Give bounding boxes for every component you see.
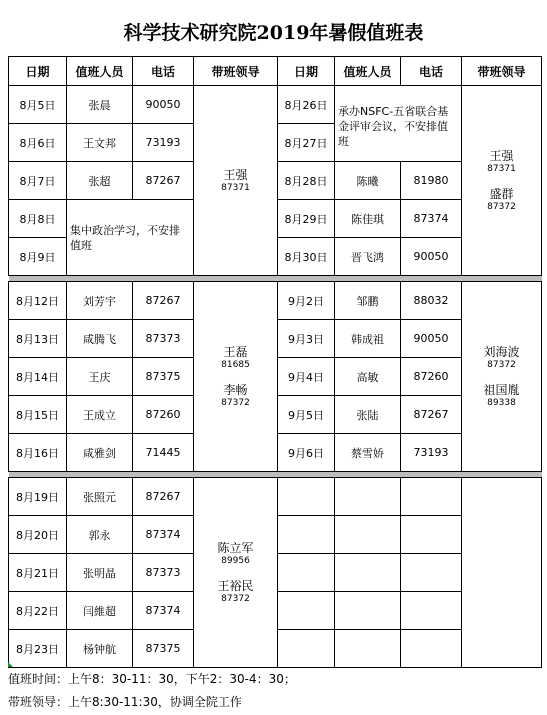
empty-cell	[401, 478, 462, 516]
table-row	[9, 86, 542, 124]
person-cell: 王庆	[67, 358, 133, 396]
person-cell: 杨钟航	[67, 630, 133, 668]
person-cell: 陈佳琪	[335, 200, 401, 238]
phone-cell: 73193	[133, 124, 194, 162]
phone-cell: 81980	[401, 162, 462, 200]
empty-cell	[401, 516, 462, 554]
footer-leader-time: 带班领导：上午8:30-11:30，协调全院工作	[8, 695, 242, 709]
page-title: 科学技术研究院2019年暑假值班表	[123, 22, 424, 44]
date-cell: 8月19日	[9, 478, 67, 516]
leader-name: 盛群	[489, 186, 514, 201]
header-person-left: 值班人员	[67, 57, 133, 86]
date-cell: 8月26日	[278, 86, 335, 124]
phone-cell: 87374	[133, 592, 194, 630]
leader-name: 祖国胤	[483, 382, 520, 397]
header-leader-right: 带班领导	[462, 57, 542, 86]
person-cell: 张明晶	[67, 554, 133, 592]
empty-cell	[278, 630, 335, 668]
person-cell: 张陆	[335, 396, 401, 434]
phone-cell: 90050	[401, 320, 462, 358]
header-row	[9, 57, 542, 86]
footer-duty-time: 值班时间：上午8：30-11：30，下午2：30-4：30；	[8, 672, 296, 686]
header-date-right: 日期	[278, 57, 335, 86]
table-row	[9, 478, 542, 516]
phone-cell: 90050	[133, 86, 194, 124]
phone-cell: 88032	[401, 282, 462, 320]
person-cell: 张晨	[67, 86, 133, 124]
header-leader-left: 带班领导	[194, 57, 278, 86]
phone-cell: 87267	[133, 162, 194, 200]
date-cell: 9月5日	[278, 396, 335, 434]
date-cell: 8月14日	[9, 358, 67, 396]
empty-cell	[401, 630, 462, 668]
header-person-right: 值班人员	[335, 57, 401, 86]
leader-name: 刘海波	[483, 344, 520, 359]
empty-leader-cell	[462, 478, 542, 668]
leader-name: 陈立军	[217, 540, 254, 555]
date-cell: 9月4日	[278, 358, 335, 396]
date-cell: 8月20日	[9, 516, 67, 554]
phone-cell: 87374	[401, 200, 462, 238]
leader-phone: 87372	[221, 593, 250, 604]
phone-cell: 90050	[401, 238, 462, 276]
no-duty-note: 集中政治学习，不安排值班	[67, 200, 194, 276]
leader-phone: 87372	[221, 397, 250, 408]
phone-cell: 71445	[133, 434, 194, 472]
empty-cell	[335, 516, 401, 554]
phone-cell: 87375	[133, 358, 194, 396]
empty-cell	[335, 554, 401, 592]
phone-cell: 87260	[401, 358, 462, 396]
cell-marker-icon	[8, 662, 13, 667]
date-cell: 9月2日	[278, 282, 335, 320]
date-cell: 8月16日	[9, 434, 67, 472]
person-cell: 咸腾飞	[67, 320, 133, 358]
date-cell: 8月29日	[278, 200, 335, 238]
leader-name: 王强	[489, 148, 514, 163]
empty-cell	[278, 554, 335, 592]
header-phone-right: 电话	[401, 57, 462, 86]
empty-cell	[278, 478, 335, 516]
phone-cell: 87374	[133, 516, 194, 554]
person-cell: 王成立	[67, 396, 133, 434]
person-cell: 韩成祖	[335, 320, 401, 358]
empty-cell	[278, 592, 335, 630]
date-cell: 8月6日	[9, 124, 67, 162]
header-phone-left: 电话	[133, 57, 194, 86]
person-cell: 晋飞鸿	[335, 238, 401, 276]
phone-cell: 87373	[133, 554, 194, 592]
date-cell: 8月13日	[9, 320, 67, 358]
leader-cell	[194, 282, 278, 472]
leader-phone: 87372	[487, 359, 516, 370]
leader-cell	[462, 86, 542, 276]
date-cell: 8月23日	[9, 630, 67, 668]
person-cell: 蔡雪娇	[335, 434, 401, 472]
header-date-left: 日期	[9, 57, 67, 86]
empty-cell	[335, 478, 401, 516]
leader-phone: 87372	[487, 201, 516, 212]
leader-phone: 87371	[221, 182, 250, 193]
person-cell: 郭永	[67, 516, 133, 554]
person-cell: 闫維超	[67, 592, 133, 630]
leader-cell	[194, 478, 278, 668]
leader-name: 王裕民	[217, 578, 254, 593]
person-cell: 咸雅剑	[67, 434, 133, 472]
date-cell: 8月9日	[9, 238, 67, 276]
phone-cell: 87373	[133, 320, 194, 358]
date-cell: 8月8日	[9, 200, 67, 238]
phone-cell: 87267	[133, 478, 194, 516]
person-cell: 陈曦	[335, 162, 401, 200]
table-row	[9, 282, 542, 320]
leader-name: 李畅	[223, 382, 248, 397]
leader-cell	[194, 86, 278, 276]
date-cell: 8月22日	[9, 592, 67, 630]
phone-cell: 87267	[401, 396, 462, 434]
leader-phone: 87371	[487, 163, 516, 174]
leader-name: 王磊	[223, 344, 248, 359]
person-cell: 邹鹏	[335, 282, 401, 320]
person-cell: 张超	[67, 162, 133, 200]
date-cell: 9月6日	[278, 434, 335, 472]
date-cell: 8月12日	[9, 282, 67, 320]
date-cell: 8月28日	[278, 162, 335, 200]
leader-name: 王强	[223, 167, 248, 182]
date-cell: 8月5日	[9, 86, 67, 124]
phone-cell: 73193	[401, 434, 462, 472]
empty-cell	[335, 630, 401, 668]
date-cell: 8月27日	[278, 124, 335, 162]
empty-cell	[401, 554, 462, 592]
empty-cell	[401, 592, 462, 630]
date-cell: 8月30日	[278, 238, 335, 276]
leader-phone: 89956	[221, 555, 250, 566]
person-cell: 王文邦	[67, 124, 133, 162]
person-cell: 刘芳宇	[67, 282, 133, 320]
no-duty-note: 承办NSFC-五省联合基金评审会议，不安排值班	[335, 86, 462, 162]
duty-table	[8, 56, 542, 668]
date-cell: 8月7日	[9, 162, 67, 200]
phone-cell: 87375	[133, 630, 194, 668]
date-cell: 9月3日	[278, 320, 335, 358]
leader-phone: 81685	[221, 359, 250, 370]
phone-cell: 87260	[133, 396, 194, 434]
date-cell: 8月21日	[9, 554, 67, 592]
empty-cell	[278, 516, 335, 554]
empty-cell	[335, 592, 401, 630]
phone-cell: 87267	[133, 282, 194, 320]
person-cell: 高敏	[335, 358, 401, 396]
person-cell: 张照元	[67, 478, 133, 516]
date-cell: 8月15日	[9, 396, 67, 434]
leader-cell	[462, 282, 542, 472]
leader-phone: 89338	[487, 397, 516, 408]
